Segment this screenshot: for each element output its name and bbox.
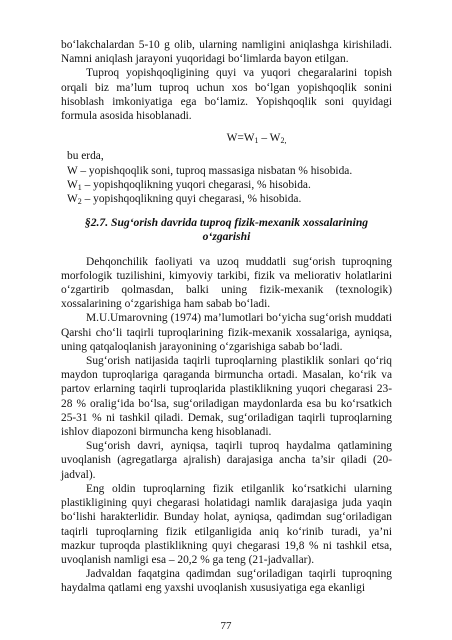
paragraph-stickiness-intro: Tuproq yopishqoqligining quyi va yuqori chegaralarini topish orqali biz ma’lum tuproq uchun xos bo‘lgan yopishqoqlik sonini hisoblash imkoniyatiga ega bo‘lamiz. Yopishqoqlik soni quyidagi formula asosida hisoblanadi. [61, 67, 392, 123]
definition-w1 [67, 178, 392, 192]
stickiness-formula [61, 131, 392, 145]
paragraph-umarov: M.U.Umarovning (1974) ma’lumotlari bo‘yicha sug‘orish muddati Qarshi cho‘li taqirli tuproqlarining fizik-mexanik xossalariga, ayniqsa, uning qatqaloqlanish jarayonining o‘zgarishiga sabab bo‘ladi. [61, 312, 392, 353]
formula-sub2: 2, [280, 136, 287, 146]
definition-w2 [67, 192, 392, 206]
w1-subscript: 1 [77, 182, 82, 192]
paragraph-table-conclusion: Jadvaldan faqatgina qadimdan sug‘oriladigan taqirli tuproqning haydalma qatlami eng yaxshi uvoqlanish xususiyatiga ega ekanligi [61, 568, 392, 595]
paragraph-agriculture: Dehqonchilik faoliyati va uzoq muddatli sug‘orish tuproqning morfologik tuzilishini, kimyoviy tarkibi, fizik va meliorativ holatlarini o‘zgartirib qolmasdan, balki uning fizik-mexanik (texnologik) xossalarining o‘zgarishiga ham sabab bo‘ladi. [61, 255, 392, 311]
formula-sub1: 1 [254, 136, 259, 146]
w2-symbol: W [67, 193, 78, 206]
paragraph-continuation: bo‘lakchalardan 5-10 g olib, ularning namligini aniqlashga kirishiladi. Namni aniqlash jarayoni yuqoridagi bo‘limlarda bayon etilgan. [61, 39, 392, 66]
formula-lhs: W=W [226, 132, 255, 145]
paragraph-irrigation-period: Sug‘orish davri, ayniqsa, taqirli tuproq haydalma qatlamining uvoqlanish (agregatlarga ajralish) darajasiga ancha ta’sir qiladi (20-jadval). [61, 440, 392, 481]
w1-symbol: W [67, 178, 78, 191]
definitions-intro: bu erda, [67, 150, 104, 163]
formula-minus: – W [258, 132, 281, 145]
paragraph-plasticity: Sug‘orish natijasida taqirli tuproqlarning plastiklik sonlari qo‘riq maydon tuproqlariga qaraganda birmuncha ortadi. Masalan, ko‘rik va partov erlarning taqirli tuproqlarida plastiklikning yuqori chegarasi 23-28 % oralig‘ida bo‘lsa, sug‘oriladigan maydonlarda esa bu ko‘rsatkich 25-31 % ni tashkil qiladi. Demak, sug‘oriladigan taqirli tuproqlarning ishlov diapozoni birmuncha keng hisoblanadi. [61, 355, 392, 439]
definition-w: W – yopishqoqlik soni, tuproq massasiga nisbatan % hisobida. [67, 164, 353, 177]
w2-text: – yopishqoqlikning quyi chegarasi, % hisobida. [81, 193, 302, 206]
page-number: 77 [220, 620, 232, 632]
section-heading: §2.7. Sug‘orish davrida tuproq fizik-mexanik xossalarining o‘zgarishi [84, 216, 369, 244]
w1-text: – yopishqoqlikning yuqori chegarasi, % hisobida. [81, 178, 311, 191]
w2-subscript: 2 [77, 197, 82, 207]
paragraph-physical-ripeness: Eng oldin tuproqlarning fizik etilganlik ko‘rsatkichi ularning plastikligining quyi chegarasi holatidagi namlik darajasiga juda yaqin bo‘lishi harakterlidir. Bunday holat, ayniqsa, qadimdan sug‘oriladigan taqirli tuproqlarning fizik etilganligida aniq ko‘rinib turadi, ya’ni mazkur tuproqda plastiklikning quyi chegarasi 19,8 % ni tashkil etsa, uvoqlanish namligi esa – 20,2 % ga teng (21-jadvallar). [61, 482, 392, 566]
